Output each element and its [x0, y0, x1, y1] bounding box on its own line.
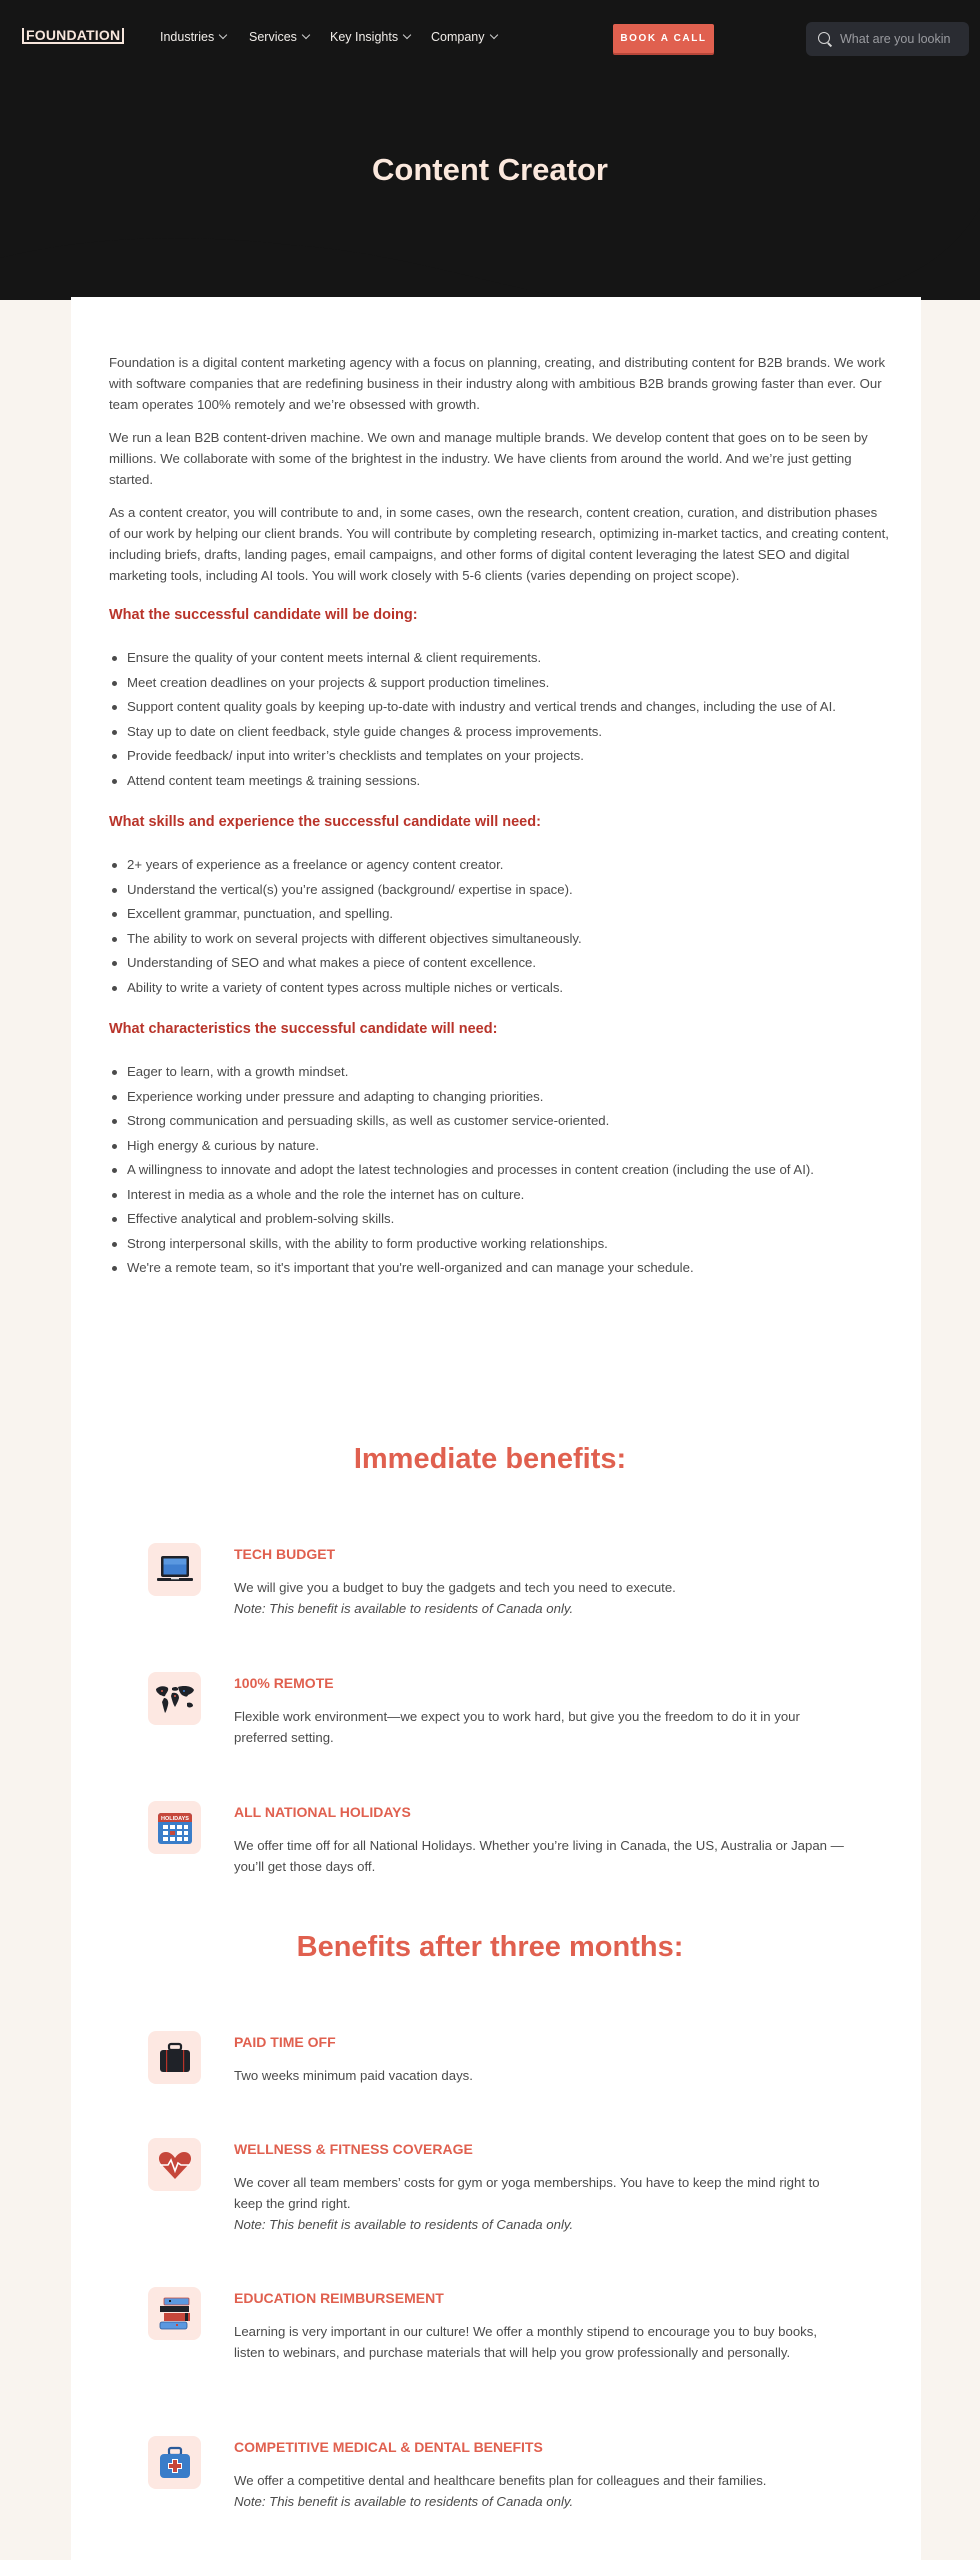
calendar-label: HOLIDAYS	[160, 1815, 189, 1822]
immediate-benefits-title: Immediate benefits:	[353, 1443, 627, 1475]
foundation-logo[interactable]: FOUNDATION	[22, 28, 124, 44]
benefit-description	[234, 2321, 844, 2363]
list-item: Support content quality goals by keeping up-to-date with industry and vertical trends and changes, including the use of AI.	[109, 695, 889, 720]
section-heading: What the successful candidate will be doing:	[109, 607, 418, 623]
nav-item-services[interactable]	[249, 30, 309, 44]
list-item: Understand the vertical(s) you’re assigned (background/ expertise in space).	[109, 878, 889, 903]
section-heading: What characteristics the successful candidate will need:	[109, 1021, 498, 1037]
book-a-call-button[interactable]: BOOK A CALL	[613, 24, 714, 53]
benefit-text: We offer a competitive dental and healthcare benefits plan for colleagues and their families.	[234, 2473, 767, 2488]
responsibilities-list	[109, 646, 889, 793]
benefit-title: 100% REMOTE	[234, 1675, 334, 1691]
benefit-title: COMPETITIVE MEDICAL & DENTAL BENEFITS	[234, 2439, 543, 2455]
characteristics-list	[109, 1060, 889, 1281]
search-box[interactable]	[806, 22, 969, 56]
list-item: 2+ years of experience as a freelance or agency content creator.	[109, 853, 889, 878]
world-map-icon	[148, 1672, 201, 1725]
benefit-text: We cover all team members’ costs for gym or yoga memberships. You have to keep the mind right to keep the grind right.	[234, 2175, 820, 2211]
list-item: Strong interpersonal skills, with the ability to form productive working relationships.	[109, 1232, 889, 1257]
benefit-text: We will give you a budget to buy the gadgets and tech you need to execute.	[234, 1580, 676, 1595]
nav-item-industries[interactable]	[160, 30, 226, 44]
list-item: Provide feedback/ input into writer’s checklists and templates on your projects.	[109, 744, 889, 769]
benefit-title: WELLNESS & FITNESS COVERAGE	[234, 2141, 473, 2157]
search-input[interactable]	[840, 32, 950, 46]
benefit-text: We offer time off for all National Holidays. Whether you’re living in Canada, the US, Australia or Japan — you’ll get those days off.	[234, 1838, 844, 1874]
benefit-title: ALL NATIONAL HOLIDAYS	[234, 1804, 411, 1820]
chevron-down-icon	[403, 31, 411, 39]
books-icon	[148, 2287, 201, 2340]
nav-label: Services	[249, 30, 297, 44]
list-item: Excellent grammar, punctuation, and spelling.	[109, 902, 889, 927]
benefit-description	[234, 1835, 844, 1877]
chevron-down-icon	[489, 31, 497, 39]
list-item: Strong communication and persuading skills, as well as customer service-oriented.	[109, 1109, 889, 1134]
nav-label: Company	[431, 30, 485, 44]
list-item: High energy & curious by nature.	[109, 1134, 889, 1159]
later-benefits-title: Benefits after three months:	[296, 1931, 684, 1963]
list-item: Attend content team meetings & training sessions.	[109, 769, 889, 794]
list-item: Ensure the quality of your content meets internal & client requirements.	[109, 646, 889, 671]
list-item: We're a remote team, so it's important that you're well-organized and can manage your schedule.	[109, 1256, 889, 1281]
benefit-description	[234, 2470, 844, 2512]
intro-paragraph: As a content creator, you will contribute to and, in some cases, own the research, content creation, curation, and distribution phases of our work by helping our client brands. You will contribute by completing research, optimizing in-market tactics, and creating content, including briefs, drafts, landing pages, email campaigns, and other forms of digital content leveraging the latest SEO and digital marketing tools, including AI tools. You will work closely with 5-6 clients (varies depending on project scope).	[109, 505, 889, 583]
list-item: Interest in media as a whole and the role the internet has on culture.	[109, 1183, 889, 1208]
benefit-description	[234, 2172, 844, 2235]
list-item: A willingness to innovate and adopt the latest technologies and processes in content creation (including the use of AI).	[109, 1158, 889, 1183]
benefit-title: TECH BUDGET	[234, 1546, 336, 1562]
nav-label: Industries	[160, 30, 215, 44]
list-item: Eager to learn, with a growth mindset.	[109, 1060, 889, 1085]
top-navigation	[0, 0, 980, 76]
benefit-note: Note: This benefit is available to residents of Canada only.	[234, 1601, 574, 1616]
nav-item-key-insights[interactable]	[330, 30, 410, 44]
list-item: Effective analytical and problem-solving skills.	[109, 1207, 889, 1232]
benefit-text: Two weeks minimum paid vacation days.	[234, 2068, 473, 2083]
page-title: Content Creator	[372, 152, 608, 187]
list-item: Ability to write a variety of content types across multiple niches or verticals.	[109, 976, 889, 1001]
list-item: The ability to work on several projects with different objectives simultaneously.	[109, 927, 889, 952]
nav-item-company[interactable]	[431, 30, 497, 44]
medical-kit-icon	[148, 2436, 201, 2489]
chevron-down-icon	[302, 31, 310, 39]
laptop-icon	[148, 1543, 201, 1596]
nav-label: Key Insights	[330, 30, 399, 44]
heart-pulse-icon	[148, 2138, 201, 2191]
benefit-note: Note: This benefit is available to residents of Canada only.	[234, 2494, 574, 2509]
chevron-down-icon	[219, 31, 227, 39]
benefit-text: Learning is very important in our culture! We offer a monthly stipend to encourage you to buy books, listen to webinars, and purchase materials that will help you grow professionally and personally.	[234, 2324, 818, 2360]
search-icon	[818, 32, 832, 46]
benefit-description	[234, 1577, 844, 1619]
benefit-note: Note: This benefit is available to residents of Canada only.	[234, 2217, 574, 2232]
holiday-calendar-icon	[148, 1801, 201, 1854]
benefit-title: PAID TIME OFF	[234, 2034, 336, 2050]
intro-paragraph: Foundation is a digital content marketing agency with a focus on planning, creating, and distributing content for B2B brands. We work with software companies that are redefining business in their industry along with ambitious B2B brands growing faster than ever. Our team operates 100% remotely and we’re obsessed with growth.	[109, 355, 886, 412]
suitcase-icon	[148, 2031, 201, 2084]
list-item: Stay up to date on client feedback, style guide changes & process improvements.	[109, 720, 889, 745]
list-item: Understanding of SEO and what makes a piece of content excellence.	[109, 951, 889, 976]
benefit-title: EDUCATION REIMBURSEMENT	[234, 2290, 444, 2306]
job-description	[109, 352, 889, 1281]
benefit-description	[234, 1706, 844, 1748]
skills-list	[109, 853, 889, 1000]
list-item: Experience working under pressure and adapting to changing priorities.	[109, 1085, 889, 1110]
benefit-description	[234, 2065, 844, 2086]
intro-paragraph: We run a lean B2B content-driven machine. We own and manage multiple brands. We develop content that goes on to be seen by millions. We collaborate with some of the brightest in the industry. We have clients from around the world. And we’re just getting started.	[109, 430, 868, 487]
section-heading: What skills and experience the successful candidate will need:	[109, 814, 541, 830]
list-item: Meet creation deadlines on your projects & support production timelines.	[109, 671, 889, 696]
benefit-text: Flexible work environment—we expect you to work hard, but give you the freedom to do it in your preferred setting.	[234, 1709, 800, 1745]
